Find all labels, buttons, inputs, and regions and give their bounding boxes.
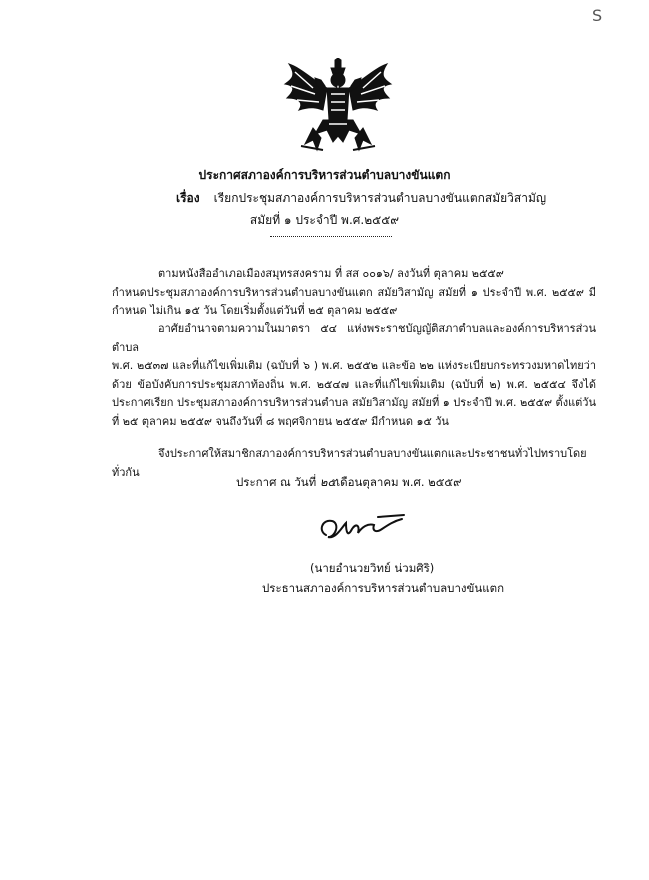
paragraph-2-body: พ.ศ. ๒๕๓๗ และที่แก้ไขเพิ่มเติม (ฉบับที่ ๖ ) พ.ศ. ๒๕๕๒ และข้อ ๒๒ แห่งระเบียบกระทรวงมหาดไทยว่าด้วย ข้อบังคับการประชุมสภาท้องถิ่น พ.ศ. ๒๕๔๗ และที่แก้ไขเพิ่มเติม (ฉบับที่ ๒) พ.ศ. ๒๕๕๔ จึงได้ประกาศเรียก ประชุมสภาองค์การบริหารส่วนตำบล สมัยวิสามัญ สมัยที่ ๑ ประจำปี พ.ศ. ๒๕๕๙ ตั้งแต่วันที่ ๒๕ ตุลาคม ๒๕๕๙ จนถึงวันที่ ๘ พฤศจิกายน ๒๕๕๙ มีกำหนด ๑๕ วัน (112, 359, 596, 428)
date-prefix: ประกาศ ณ วันที่ (236, 475, 317, 489)
signer-position: ประธานสภาองค์การบริหารส่วนตำบลบางขันแตก (262, 581, 505, 595)
paragraph-3-text: จึงประกาศให้สมาชิกสภาองค์การบริหารส่วนตำบลบางขันแตกและประชาชนทั่วไปทราบโดยทั่วกัน (112, 447, 587, 479)
date-day-handwritten: ๒๕ (319, 475, 337, 489)
paragraph-2 (112, 320, 596, 431)
subject-line (176, 189, 546, 208)
subject-label: เรื่อง (176, 191, 200, 205)
dotted-divider (270, 236, 392, 237)
paragraph-1 (112, 265, 596, 321)
garuda-emblem-icon (283, 58, 393, 156)
announcement-date (236, 474, 462, 492)
paragraph-2-first-line: อาศัยอำนาจตามความในมาตรา ๕๔ แห่งพระราชบัญญัติสภาตำบลและองค์การบริหารส่วนตำบล (112, 322, 596, 354)
session-line: สมัยที่ ๑ ประจำปี พ.ศ.๒๕๕๙ (249, 213, 400, 227)
handwritten-signature-icon (316, 509, 408, 547)
signer-name: (นายอำนวยวิทย์ น่วมศิริ) (310, 561, 435, 575)
subject-text: เรียกประชุมสภาองค์การบริหารส่วนตำบลบางขันแตกสมัยวิสามัญ (213, 191, 547, 205)
announcement-title: ประกาศสภาองค์การบริหารส่วนตำบลบางขันแตก (198, 168, 451, 182)
date-suffix: เดือนตุลาคม พ.ศ. ๒๕๕๙ (336, 475, 462, 489)
paragraph-1-body: กำหนดประชุมสภาองค์การบริหารส่วนตำบลบางขันแตก สมัยวิสามัญ สมัยที่ ๑ ประจำปี พ.ศ. ๒๕๕๙ มีกำหนด ไม่เกิน ๑๕ วัน โดยเริ่มตั้งแต่วันที่ ๒๕ ตุลาคม ๒๕๕๙ (112, 285, 596, 317)
corner-page-mark: S (592, 6, 603, 25)
paragraph-1-first-line: ตามหนังสืออำเภอเมืองสมุทรสงคราม ที่ สส ๐๐๑๖/ ลงวันที่ ตุลาคม ๒๕๕๙ (158, 267, 504, 280)
